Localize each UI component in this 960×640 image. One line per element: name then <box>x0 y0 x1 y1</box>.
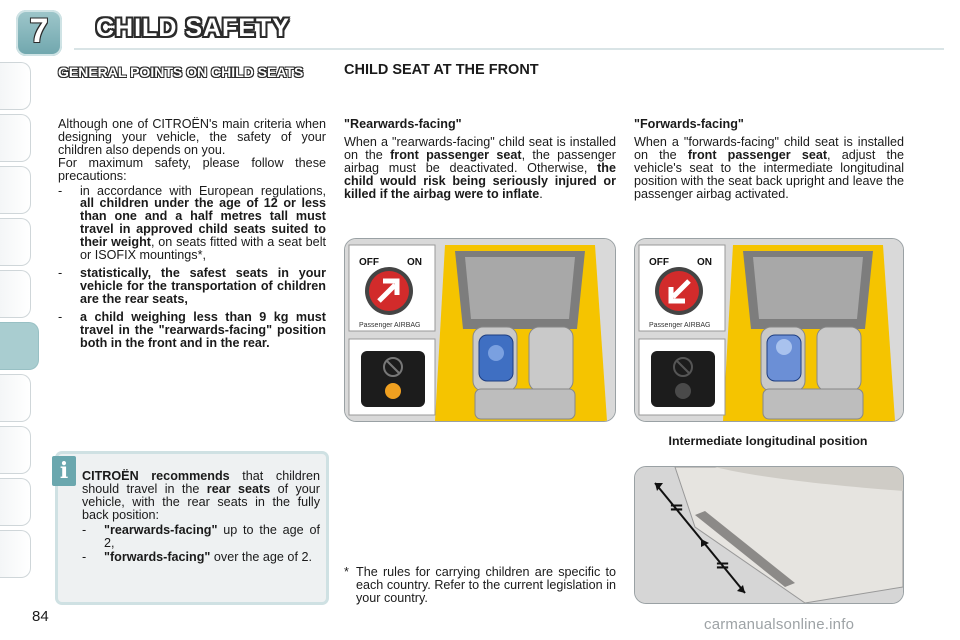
svg-text:=: = <box>669 497 685 518</box>
list-item: - "forwards-facing" over the age of 2. <box>82 550 312 565</box>
chapter-tab[interactable] <box>0 530 31 578</box>
rearwards-facing-title: "Rearwards-facing" <box>344 117 462 131</box>
general-points-text <box>58 118 326 349</box>
intro-paragraph-2: For maximum safety, please follow these precautions: <box>58 155 326 183</box>
list-item: - a child weighing less than 9 kg must travel in the "rearwards-facing" position both in the front and in the rear. <box>58 309 326 350</box>
seat-rail-drawing <box>635 467 903 603</box>
switch-off-label: OFF <box>649 257 669 268</box>
header-divider <box>74 48 944 50</box>
rearwards-facing-illustration <box>344 238 616 422</box>
list-item: - statistically, the safest seats in your vehicle for the transportation of children are the rear seats, <box>58 265 326 306</box>
car-interior-drawing <box>345 239 615 421</box>
chapter-title: CHILD SAFETY <box>96 14 290 42</box>
watermark: carmanualsonline.info <box>704 616 855 633</box>
chapter-tab[interactable] <box>0 270 31 318</box>
airbag-off-icon <box>385 383 401 399</box>
chapter-tab[interactable] <box>0 374 31 422</box>
car-interior-drawing <box>635 239 903 421</box>
chapter-tab[interactable] <box>0 478 31 526</box>
forwards-facing-title: "Forwards-facing" <box>634 117 744 131</box>
list-item: - in accordance with European regulations, all children under the age of 12 or less than one and a half metres tall must travel in approved child seats suited to their weight, on seats fitted with a seat belt or ISOFIX mountings*, <box>58 183 326 263</box>
chapter-badge <box>16 10 62 56</box>
switch-on-label: ON <box>407 257 422 268</box>
switch-off-label: OFF <box>359 257 379 268</box>
airbag-switch-label: Passenger AIRBAG <box>649 322 711 329</box>
chapter-tab[interactable] <box>0 166 31 214</box>
general-points-heading: GENERAL POINTS ON CHILD SEATS <box>58 64 304 80</box>
chapter-tab[interactable] <box>0 218 31 266</box>
info-icon: i <box>52 456 76 486</box>
chapter-tab-active[interactable] <box>0 322 39 370</box>
svg-text:=: = <box>715 555 731 576</box>
chapter-tab[interactable] <box>0 62 31 110</box>
intro-paragraph: Although one of CITROËN's main criteria when designing your vehicle, the safety of your children also depends on you. <box>58 117 326 157</box>
chapter-tab[interactable] <box>0 426 31 474</box>
page-number: 84 <box>32 608 49 625</box>
figure-caption: Intermediate longitudinal position <box>668 434 868 448</box>
recommendation-text: CITROËN recommends that children should travel in the rear seats of your vehicle, with the rear seats in the fully back position: - "rearwards-facing" up to the age of 2, - "forwards-facing" over the age of 2. <box>82 469 321 565</box>
airbag-switch-label: Passenger AIRBAG <box>359 322 421 329</box>
footnote: * The rules for carrying children are specific to each country. Refer to the current legislation in your country. <box>344 565 616 605</box>
child-seat-front-heading: CHILD SEAT AT THE FRONT <box>344 62 539 78</box>
seat-position-illustration <box>634 466 904 604</box>
chapter-tab[interactable] <box>0 114 31 162</box>
switch-on-label: ON <box>697 257 712 268</box>
list-item: - "rearwards-facing" up to the age of 2, <box>82 522 320 550</box>
rearwards-facing-text: "Rearwards-facing" When a "rearwards-facing" child seat is installed on the front passenger seat, the passenger airbag must be deactivated. Otherwise, the child would risk being seriously injured or killed if the airbag were to inflate. <box>344 117 616 201</box>
chapter-number: 7 <box>29 12 49 50</box>
airbag-off-icon <box>675 383 691 399</box>
forwards-facing-text: "Forwards-facing" When a "forwards-facing" child seat is installed on the front passenger seat, adjust the vehicle's seat to the intermediate longitudinal position with the seat back upright and leave the passenger airbag activated. <box>634 117 904 201</box>
chapter-tab-strip <box>0 62 34 582</box>
forwards-facing-illustration <box>634 238 904 422</box>
